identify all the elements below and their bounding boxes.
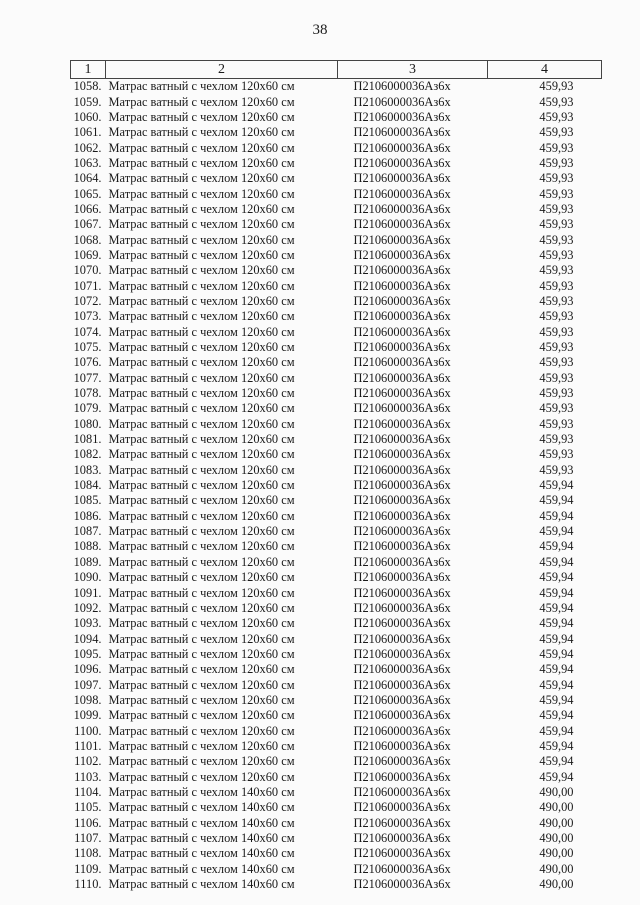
- item-price: 459,93: [539, 370, 574, 385]
- item-price: 459,93: [539, 278, 574, 293]
- table-row: [71, 110, 602, 125]
- item-code: П2106000036Аз6х: [353, 309, 451, 324]
- row-number: 1091.: [73, 585, 102, 600]
- table-row: [71, 325, 602, 340]
- item-name: Матрас ватный с чехлом 120х60 см: [108, 708, 295, 723]
- item-code: П2106000036Аз6х: [353, 293, 451, 308]
- row-number: 1067.: [73, 217, 102, 232]
- item-code: П2106000036Аз6х: [353, 432, 451, 447]
- item-price: 459,93: [539, 293, 574, 308]
- item-price: 459,93: [539, 186, 574, 201]
- item-code: П2106000036Аз6х: [353, 631, 451, 646]
- item-price: 459,94: [539, 600, 574, 615]
- table-row: [71, 800, 602, 815]
- item-price: 459,94: [539, 677, 574, 692]
- item-price: 459,94: [539, 708, 574, 723]
- item-code: П2106000036Аз6х: [353, 401, 451, 416]
- table-row: [71, 616, 602, 631]
- item-name: Матрас ватный с чехлом 120х60 см: [108, 125, 295, 140]
- item-code: П2106000036Аз6х: [353, 800, 451, 815]
- item-code: П2106000036Аз6х: [353, 493, 451, 508]
- page-number: 38: [312, 22, 328, 38]
- item-code: П2106000036Аз6х: [353, 508, 451, 523]
- item-code: П2106000036Аз6х: [353, 386, 451, 401]
- item-code: П2106000036Аз6х: [353, 447, 451, 462]
- item-price: 459,93: [539, 171, 574, 186]
- row-number: 1072.: [73, 293, 102, 308]
- item-name: Матрас ватный с чехлом 120х60 см: [108, 554, 295, 569]
- item-name: Матрас ватный с чехлом 120х60 см: [108, 217, 295, 232]
- item-code: П2106000036Аз6х: [353, 646, 451, 661]
- table-row: [71, 432, 602, 447]
- item-code: П2106000036Аз6х: [353, 109, 451, 124]
- table-row: [71, 677, 602, 692]
- item-name: Матрас ватный с чехлом 120х60 см: [108, 616, 295, 631]
- row-number: 1093.: [73, 616, 102, 631]
- row-number: 1087.: [73, 524, 102, 539]
- row-number: 1104.: [74, 784, 102, 799]
- item-price: 459,94: [539, 554, 574, 569]
- table-row: [71, 156, 602, 171]
- item-price: 459,94: [539, 769, 574, 784]
- row-number: 1092.: [73, 600, 102, 615]
- table-row: [71, 647, 602, 662]
- item-name: Матрас ватный с чехлом 120х60 см: [108, 201, 295, 216]
- row-number: 1073.: [73, 309, 102, 324]
- row-number: 1099.: [73, 708, 102, 723]
- table-row: [71, 417, 602, 432]
- row-number: 1103.: [74, 769, 102, 784]
- row-number: 1110.: [74, 877, 102, 892]
- row-number: 1061.: [73, 125, 102, 140]
- row-number: 1107.: [74, 831, 102, 846]
- item-name: Матрас ватный с чехлом 140х60 см: [108, 877, 295, 892]
- table-row: [71, 386, 602, 401]
- item-price: 459,94: [539, 478, 574, 493]
- table-row: [71, 555, 602, 570]
- item-price: 490,00: [539, 861, 574, 876]
- item-name: Матрас ватный с чехлом 120х60 см: [108, 186, 295, 201]
- row-number: 1088.: [73, 539, 102, 554]
- item-name: Матрас ватный с чехлом 120х60 см: [108, 232, 295, 247]
- item-code: П2106000036Аз6х: [353, 263, 451, 278]
- table-row: [71, 585, 602, 600]
- table-row: [71, 785, 602, 800]
- row-number: 1082.: [73, 447, 102, 462]
- item-name: Матрас ватный с чехлом 120х60 см: [108, 662, 295, 677]
- row-number: 1084.: [73, 478, 102, 493]
- row-number: 1102.: [74, 754, 102, 769]
- table-row: [71, 248, 602, 263]
- item-name: Матрас ватный с чехлом 120х60 см: [108, 524, 295, 539]
- item-name: Матрас ватный с чехлом 120х60 см: [108, 94, 295, 109]
- row-number: 1077.: [73, 370, 102, 385]
- item-name: Матрас ватный с чехлом 120х60 см: [108, 355, 295, 370]
- table-row: [71, 831, 602, 846]
- table-row: [71, 539, 602, 554]
- item-code: П2106000036Аз6х: [353, 125, 451, 140]
- row-number: 1081.: [73, 432, 102, 447]
- item-price: 459,93: [539, 109, 574, 124]
- table-row: [71, 94, 602, 109]
- table-row: [71, 708, 602, 723]
- item-name: Матрас ватный с чехлом 120х60 см: [108, 171, 295, 186]
- table-row: [71, 816, 602, 831]
- item-name: Матрас ватный с чехлом 120х60 см: [108, 263, 295, 278]
- table-row: [71, 140, 602, 155]
- item-price: 490,00: [539, 877, 574, 892]
- item-price: 459,93: [539, 201, 574, 216]
- table-body: [71, 79, 602, 893]
- table-row: [71, 739, 602, 754]
- item-code: П2106000036Аз6х: [353, 247, 451, 262]
- row-number: 1083.: [73, 462, 102, 477]
- item-name: Матрас ватный с чехлом 120х60 см: [108, 539, 295, 554]
- item-name: Матрас ватный с чехлом 120х60 см: [108, 432, 295, 447]
- item-name: Матрас ватный с чехлом 120х60 см: [108, 401, 295, 416]
- row-number: 1062.: [73, 140, 102, 155]
- item-code: П2106000036Аз6х: [353, 232, 451, 247]
- table-row: [71, 601, 602, 616]
- item-code: П2106000036Аз6х: [353, 340, 451, 355]
- item-name: Матрас ватный с чехлом 120х60 см: [108, 723, 295, 738]
- item-name: Матрас ватный с чехлом 120х60 см: [108, 386, 295, 401]
- item-name: Матрас ватный с чехлом 120х60 см: [108, 79, 295, 94]
- item-code: П2106000036Аз6х: [353, 662, 451, 677]
- item-name: Матрас ватный с чехлом 140х60 см: [108, 831, 295, 846]
- item-price: 459,93: [539, 309, 574, 324]
- item-price: 459,94: [539, 646, 574, 661]
- item-name: Матрас ватный с чехлом 120х60 см: [108, 692, 295, 707]
- item-code: П2106000036Аз6х: [353, 201, 451, 216]
- item-code: П2106000036Аз6х: [353, 155, 451, 170]
- row-number: 1065.: [73, 186, 102, 201]
- item-code: П2106000036Аз6х: [353, 692, 451, 707]
- item-code: П2106000036Аз6х: [353, 769, 451, 784]
- table-row: [71, 754, 602, 769]
- item-code: П2106000036Аз6х: [353, 723, 451, 738]
- item-name: Матрас ватный с чехлом 120х60 см: [108, 370, 295, 385]
- item-price: 459,94: [539, 738, 574, 753]
- item-name: Матрас ватный с чехлом 120х60 см: [108, 416, 295, 431]
- row-number: 1059.: [73, 94, 102, 109]
- item-code: П2106000036Аз6х: [353, 585, 451, 600]
- item-price: 459,93: [539, 79, 574, 94]
- row-number: 1109.: [74, 861, 102, 876]
- column-header-3: 3: [338, 61, 488, 79]
- item-code: П2106000036Аз6х: [353, 478, 451, 493]
- item-name: Матрас ватный с чехлом 140х60 см: [108, 800, 295, 815]
- item-code: П2106000036Аз6х: [353, 738, 451, 753]
- item-price: 459,94: [539, 508, 574, 523]
- item-price: 490,00: [539, 846, 574, 861]
- item-code: П2106000036Аз6х: [353, 278, 451, 293]
- row-number: 1080.: [73, 416, 102, 431]
- table-row: [71, 371, 602, 386]
- item-name: Матрас ватный с чехлом 120х60 см: [108, 738, 295, 753]
- row-number: 1100.: [74, 723, 102, 738]
- row-number: 1098.: [73, 692, 102, 707]
- item-name: Матрас ватный с чехлом 120х60 см: [108, 324, 295, 339]
- item-price: 459,93: [539, 355, 574, 370]
- table-row: [71, 769, 602, 784]
- table-row: [71, 263, 602, 278]
- row-number: 1106.: [74, 815, 102, 830]
- row-number: 1086.: [73, 508, 102, 523]
- item-name: Матрас ватный с чехлом 140х60 см: [108, 815, 295, 830]
- table-row: [71, 447, 602, 462]
- item-code: П2106000036Аз6х: [353, 554, 451, 569]
- item-price: 459,94: [539, 585, 574, 600]
- item-price: 490,00: [539, 831, 574, 846]
- item-name: Матрас ватный с чехлом 140х60 см: [108, 861, 295, 876]
- item-code: П2106000036Аз6х: [353, 570, 451, 585]
- item-price: 459,94: [539, 692, 574, 707]
- item-code: П2106000036Аз6х: [353, 94, 451, 109]
- row-number: 1070.: [73, 263, 102, 278]
- item-price: 459,94: [539, 524, 574, 539]
- item-name: Матрас ватный с чехлом 120х60 см: [108, 508, 295, 523]
- item-code: П2106000036Аз6х: [353, 754, 451, 769]
- item-code: П2106000036Аз6х: [353, 140, 451, 155]
- row-number: 1090.: [73, 570, 102, 585]
- item-code: П2106000036Аз6х: [353, 186, 451, 201]
- item-code: П2106000036Аз6х: [353, 784, 451, 799]
- item-price: 459,93: [539, 340, 574, 355]
- item-code: П2106000036Аз6х: [353, 370, 451, 385]
- item-code: П2106000036Аз6х: [353, 79, 451, 94]
- column-header-4: 4: [488, 61, 602, 79]
- item-price: 459,94: [539, 754, 574, 769]
- item-name: Матрас ватный с чехлом 120х60 см: [108, 493, 295, 508]
- table-row: [71, 662, 602, 677]
- item-name: Матрас ватный с чехлом 120х60 см: [108, 478, 295, 493]
- table-row: [71, 340, 602, 355]
- item-name: Матрас ватный с чехлом 120х60 см: [108, 447, 295, 462]
- row-number: 1068.: [73, 232, 102, 247]
- row-number: 1060.: [73, 109, 102, 124]
- row-number: 1074.: [73, 324, 102, 339]
- column-header-2: 2: [106, 61, 338, 79]
- table-row: [71, 493, 602, 508]
- item-code: П2106000036Аз6х: [353, 831, 451, 846]
- item-code: П2106000036Аз6х: [353, 324, 451, 339]
- item-price: 459,93: [539, 263, 574, 278]
- table-row: [71, 877, 602, 892]
- item-code: П2106000036Аз6х: [353, 416, 451, 431]
- row-number: 1089.: [73, 554, 102, 569]
- row-number: 1097.: [73, 677, 102, 692]
- table-row: [71, 631, 602, 646]
- item-code: П2106000036Аз6х: [353, 355, 451, 370]
- row-number: 1095.: [73, 646, 102, 661]
- item-code: П2106000036Аз6х: [353, 217, 451, 232]
- row-number: 1101.: [74, 738, 102, 753]
- item-name: Матрас ватный с чехлом 120х60 см: [108, 646, 295, 661]
- item-price: 459,93: [539, 232, 574, 247]
- item-price: 459,93: [539, 217, 574, 232]
- item-price: 459,93: [539, 447, 574, 462]
- table-row: [71, 125, 602, 140]
- table-row: [71, 232, 602, 247]
- item-name: Матрас ватный с чехлом 140х60 см: [108, 784, 295, 799]
- table-row: [71, 294, 602, 309]
- table-row: [71, 217, 602, 232]
- item-price: 459,94: [539, 570, 574, 585]
- row-number: 1058.: [73, 79, 102, 94]
- item-name: Матрас ватный с чехлом 120х60 см: [108, 293, 295, 308]
- column-header-1: 1: [71, 61, 106, 79]
- item-name: Матрас ватный с чехлом 120х60 см: [108, 769, 295, 784]
- item-price: 459,94: [539, 723, 574, 738]
- table-row: [71, 186, 602, 201]
- item-name: Матрас ватный с чехлом 140х60 см: [108, 846, 295, 861]
- item-price: 459,93: [539, 140, 574, 155]
- table-row: [71, 478, 602, 493]
- item-name: Матрас ватный с чехлом 120х60 см: [108, 309, 295, 324]
- table-row: [71, 355, 602, 370]
- item-price: 459,93: [539, 462, 574, 477]
- item-name: Матрас ватный с чехлом 120х60 см: [108, 155, 295, 170]
- table-row: [71, 278, 602, 293]
- item-code: П2106000036Аз6х: [353, 708, 451, 723]
- item-code: П2106000036Аз6х: [353, 539, 451, 554]
- item-price: 459,93: [539, 401, 574, 416]
- item-price: 459,94: [539, 539, 574, 554]
- item-name: Матрас ватный с чехлом 120х60 см: [108, 247, 295, 262]
- item-price: 490,00: [539, 800, 574, 815]
- table-row: [71, 846, 602, 861]
- item-code: П2106000036Аз6х: [353, 600, 451, 615]
- item-name: Матрас ватный с чехлом 120х60 см: [108, 462, 295, 477]
- item-price: 459,94: [539, 631, 574, 646]
- item-price: 459,93: [539, 416, 574, 431]
- row-number: 1066.: [73, 201, 102, 216]
- item-price: 459,93: [539, 247, 574, 262]
- row-number: 1063.: [73, 155, 102, 170]
- table-row: [71, 570, 602, 585]
- item-price: 459,94: [539, 662, 574, 677]
- item-code: П2106000036Аз6х: [353, 524, 451, 539]
- table-row: [71, 171, 602, 186]
- item-price: 459,93: [539, 386, 574, 401]
- item-name: Матрас ватный с чехлом 120х60 см: [108, 631, 295, 646]
- row-number: 1079.: [73, 401, 102, 416]
- row-number: 1105.: [74, 800, 102, 815]
- item-name: Матрас ватный с чехлом 120х60 см: [108, 585, 295, 600]
- row-number: 1078.: [73, 386, 102, 401]
- item-code: П2106000036Аз6х: [353, 861, 451, 876]
- item-code: П2106000036Аз6х: [353, 171, 451, 186]
- item-code: П2106000036Аз6х: [353, 462, 451, 477]
- item-price: 459,93: [539, 94, 574, 109]
- table-row: [71, 862, 602, 877]
- row-number: 1094.: [73, 631, 102, 646]
- table-row: [71, 309, 602, 324]
- item-price: 459,94: [539, 616, 574, 631]
- row-number: 1108.: [74, 846, 102, 861]
- row-number: 1096.: [73, 662, 102, 677]
- item-price: 459,93: [539, 432, 574, 447]
- item-code: П2106000036Аз6х: [353, 846, 451, 861]
- item-name: Матрас ватный с чехлом 120х60 см: [108, 570, 295, 585]
- table-header-row: [71, 61, 602, 79]
- table-row: [71, 509, 602, 524]
- item-name: Матрас ватный с чехлом 120х60 см: [108, 278, 295, 293]
- row-number: 1071.: [73, 278, 102, 293]
- item-price: 490,00: [539, 815, 574, 830]
- table-row: [71, 524, 602, 539]
- row-number: 1069.: [73, 247, 102, 262]
- item-price: 459,93: [539, 155, 574, 170]
- item-price: 490,00: [539, 784, 574, 799]
- item-price: 459,93: [539, 324, 574, 339]
- item-name: Матрас ватный с чехлом 120х60 см: [108, 140, 295, 155]
- table-row: [71, 202, 602, 217]
- table-row: [71, 401, 602, 416]
- item-price: 459,93: [539, 125, 574, 140]
- items-table: [70, 60, 602, 892]
- table-row: [71, 79, 602, 95]
- item-code: П2106000036Аз6х: [353, 877, 451, 892]
- table-row: [71, 693, 602, 708]
- item-name: Матрас ватный с чехлом 120х60 см: [108, 600, 295, 615]
- item-code: П2106000036Аз6х: [353, 815, 451, 830]
- item-name: Матрас ватный с чехлом 120х60 см: [108, 109, 295, 124]
- row-number: 1075.: [73, 340, 102, 355]
- row-number: 1064.: [73, 171, 102, 186]
- table-row: [71, 463, 602, 478]
- item-price: 459,94: [539, 493, 574, 508]
- item-code: П2106000036Аз6х: [353, 616, 451, 631]
- item-name: Матрас ватный с чехлом 120х60 см: [108, 754, 295, 769]
- row-number: 1076.: [73, 355, 102, 370]
- row-number: 1085.: [73, 493, 102, 508]
- item-name: Матрас ватный с чехлом 120х60 см: [108, 677, 295, 692]
- item-code: П2106000036Аз6х: [353, 677, 451, 692]
- item-name: Матрас ватный с чехлом 120х60 см: [108, 340, 295, 355]
- table-row: [71, 723, 602, 738]
